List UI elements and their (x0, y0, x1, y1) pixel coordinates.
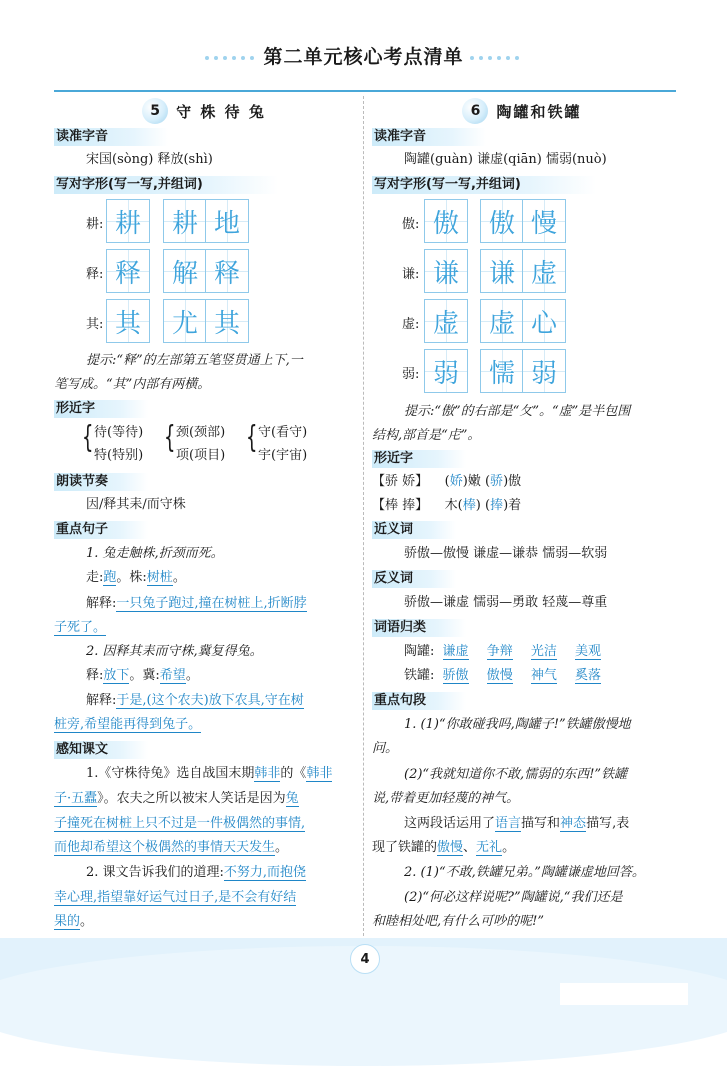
tip-line: 笔写成。“其”内部有两横。 (54, 377, 211, 392)
lesson-number-badge: 6 (462, 98, 488, 124)
section-writing: 写对字形(写一写,并组词) (372, 176, 596, 194)
char-box: 谦 (480, 249, 524, 293)
similar-pair (372, 473, 521, 491)
char-box: 心 (522, 299, 566, 343)
similar-char: 项(项目) (176, 448, 226, 463)
passage-line: 2. (1)“不敢,铁罐兄弟。”陶罐谦虚地回答。 (404, 865, 645, 880)
char-label: 谦: (402, 267, 420, 282)
text: 这两段话运用了 (404, 816, 496, 831)
char-label: 其: (86, 317, 104, 332)
answer: 傲慢 (437, 840, 464, 855)
word-label: 走: (86, 570, 104, 585)
category-word: 神气 (530, 668, 557, 683)
passage-line: 说,带着更加轻蔑的神气。 (372, 791, 520, 806)
paragraph-line (54, 913, 93, 931)
section-pronunciation: 读准字音 (372, 128, 486, 146)
paragraph-line (54, 839, 288, 857)
char-box: 尤 (163, 299, 207, 343)
section-key-passages: 重点句段 (372, 692, 466, 710)
answer: 棒 (462, 498, 476, 513)
category-word: 光洁 (530, 644, 557, 659)
text: )嫩 ( (462, 474, 491, 489)
lesson-6-header (372, 98, 672, 124)
rhythm-text: 因/释其耒/而守株 (86, 497, 186, 512)
text: )着 (503, 498, 522, 513)
char-box: 其 (205, 299, 249, 343)
answer: 希望 (159, 668, 186, 683)
answer: 而他却希望这个极偶然的事情天天发生 (54, 840, 276, 855)
answer: 骄 (490, 474, 504, 489)
answer: 树桩 (146, 570, 173, 585)
passage-line: 1. (1)“你敢碰我吗,陶罐子!”铁罐傲慢地 (404, 717, 631, 732)
answer: 桩旁,希望能再得到兔子。 (54, 717, 202, 732)
text: 。 (275, 840, 289, 855)
pronunciation-text: 陶罐(guàn) 谦虚(qiān) 懦弱(nuò) (404, 152, 607, 167)
similar-char: 待(等待) (94, 425, 144, 440)
text: 【骄 娇】 (372, 474, 429, 489)
text: 描写和 (521, 816, 561, 831)
text: 。 (502, 840, 516, 855)
category-row (404, 643, 601, 661)
header-rule (54, 90, 676, 92)
word-label: 。株: (116, 570, 147, 585)
section-antonyms: 反义词 (372, 570, 456, 588)
text: 。 (80, 914, 94, 929)
word-label: 。冀: (129, 668, 160, 683)
paragraph-line (54, 889, 296, 907)
answer: 捧 (490, 498, 504, 513)
char-box: 弱 (522, 349, 566, 393)
text: 木( (444, 498, 463, 513)
category-row (404, 667, 601, 685)
char-box: 解 (163, 249, 207, 293)
text: 的《 (280, 766, 307, 781)
page-title: 第二单元核心考点清单 (263, 46, 464, 68)
tip-line: 结构,部首是“虍”。 (372, 428, 481, 443)
answer: 一只兔子跑过,撞在树桩上,折断脖 (116, 596, 307, 611)
explanation (86, 595, 307, 613)
sentence-words (86, 569, 186, 587)
char-box: 谦 (424, 249, 468, 293)
pronunciation-text: 宋国(sòng) 释放(shì) (86, 152, 213, 167)
char-label: 弱: (402, 367, 420, 382)
word-label: 释: (86, 668, 104, 683)
category-word: 奚落 (575, 668, 602, 683)
answer: 韩非 (254, 766, 281, 781)
sentence: 1. 兔走触株,折颈而死。 (86, 546, 224, 561)
char-box: 慢 (522, 199, 566, 243)
column-divider (363, 96, 364, 936)
category-word: 争辩 (486, 644, 513, 659)
answer: 子·五蠹 (54, 791, 98, 806)
answer: 兔 (285, 791, 299, 806)
answer: 神态 (560, 816, 587, 831)
char-label: 傲: (402, 217, 420, 232)
text: 1.《守株待兔》选自战国末期 (86, 766, 255, 781)
similar-char: 守(看守) (258, 425, 308, 440)
char-label: 释: (86, 267, 104, 282)
lesson-title: 守 株 待 兔 (176, 102, 266, 121)
explain-label: 解释: (86, 693, 117, 708)
char-box: 地 (205, 199, 249, 243)
section-word-category: 词语归类 (372, 619, 466, 637)
section-pronunciation: 读准字音 (54, 128, 168, 146)
text: )傲 (503, 474, 522, 489)
section-similar-chars: 形近字 (372, 450, 466, 468)
title-dots-right (470, 56, 524, 60)
section-rhythm: 朗读节奏 (54, 473, 148, 491)
explanation-cont (54, 716, 201, 734)
answer: 幸心理,指望靠好运气过日子,是不会有好结 (54, 890, 297, 905)
explanation-cont (54, 619, 106, 637)
tip-line: 提示:“释”的左部第五笔竖贯通上下,一 (86, 353, 303, 368)
lesson-number-badge: 5 (142, 98, 168, 124)
passage-analysis (372, 839, 515, 857)
paragraph-line (86, 864, 306, 882)
section-text-overview: 感知课文 (54, 741, 148, 759)
lesson-5-header (54, 98, 354, 124)
char-box: 其 (106, 299, 150, 343)
text: 【棒 捧】 (372, 498, 429, 513)
passage-line: 和睦相处吧,有什么可吵的呢!” (372, 914, 545, 929)
answer: 子死了。 (54, 620, 107, 635)
text: 描写,表 (586, 816, 630, 831)
category-word: 傲慢 (486, 668, 513, 683)
similar-char: 宇(宇宙) (258, 448, 308, 463)
char-box: 傲 (480, 199, 524, 243)
answer: 娇 (449, 474, 463, 489)
footer-blank-box (560, 983, 688, 1005)
answer: 子撞死在树桩上只不过是一件极偶然的事情, (54, 816, 306, 831)
tip-line: 提示:“傲”的右部是“攵”。“虚”是半包围 (404, 404, 631, 419)
char-box: 释 (106, 249, 150, 293)
text: 》。农夫之所以被宋人笑话是因为 (97, 791, 286, 806)
char-box: 虚 (480, 299, 524, 343)
category-word: 谦虚 (442, 644, 469, 659)
similar-pair (372, 497, 521, 515)
text: ( (444, 474, 450, 489)
similar-char: 特(特别) (94, 448, 144, 463)
passage-line: (2)“何必这样说呢?”陶罐说,“我们还是 (404, 890, 623, 905)
char-box: 耕 (163, 199, 207, 243)
brace: { (246, 420, 258, 455)
char-box: 虚 (522, 249, 566, 293)
answer: 放下 (103, 668, 130, 683)
category-label: 陶罐: (404, 644, 435, 659)
antonyms-text: 骄傲—谦虚 懦弱—勇敢 轻蔑—尊重 (404, 595, 608, 610)
section-writing: 写对字形(写一写,并组词) (54, 176, 278, 194)
answer: 语言 (495, 816, 522, 831)
sentence: 2. 因释其耒而守株,冀复得兔。 (86, 644, 263, 659)
text: 现了铁罐的 (372, 840, 438, 855)
category-word: 美观 (575, 644, 602, 659)
answer: 不努力,而抱侥 (223, 865, 307, 880)
char-box: 懦 (480, 349, 524, 393)
punct: 。 (185, 668, 199, 683)
passage-line: (2)“我就知道你不敢,懦弱的东西!”铁罐 (404, 767, 628, 782)
punct: 。 (172, 570, 186, 585)
text: 2. 课文告诉我们的道理: (86, 865, 224, 880)
answer: 韩非 (306, 766, 333, 781)
category-word: 骄傲 (442, 668, 469, 683)
explanation (86, 692, 304, 710)
passage-line: 问。 (372, 741, 399, 756)
brace: { (82, 420, 94, 455)
answer: 跑 (103, 570, 117, 585)
paragraph-line (54, 790, 299, 808)
char-box: 释 (205, 249, 249, 293)
char-box: 虚 (424, 299, 468, 343)
category-label: 铁罐: (404, 668, 435, 683)
similar-char: 颈(颈部) (176, 425, 226, 440)
brace: { (164, 420, 176, 455)
lesson-title: 陶罐和铁罐 (496, 102, 582, 121)
char-label: 虚: (402, 317, 420, 332)
sentence-words (86, 667, 199, 685)
text: ) ( (475, 498, 491, 513)
passage-analysis (404, 815, 629, 833)
answer: 果的 (54, 914, 81, 929)
section-similar-chars: 形近字 (54, 400, 148, 418)
section-key-sentences: 重点句子 (54, 521, 148, 539)
page-number: 4 (350, 944, 380, 974)
char-box: 耕 (106, 199, 150, 243)
paragraph-line (86, 765, 332, 783)
synonyms-text: 骄傲—傲慢 谦虚—谦恭 懦弱—软弱 (404, 546, 608, 561)
char-box: 傲 (424, 199, 468, 243)
section-synonyms: 近义词 (372, 521, 456, 539)
paragraph-line (54, 815, 305, 833)
answer: 于是,(这个农夫)放下农具,守在树 (116, 693, 304, 708)
char-label: 耕: (86, 217, 104, 232)
explain-label: 解释: (86, 596, 117, 611)
answer: 无礼 (476, 840, 503, 855)
char-box: 弱 (424, 349, 468, 393)
text: 、 (463, 840, 477, 855)
